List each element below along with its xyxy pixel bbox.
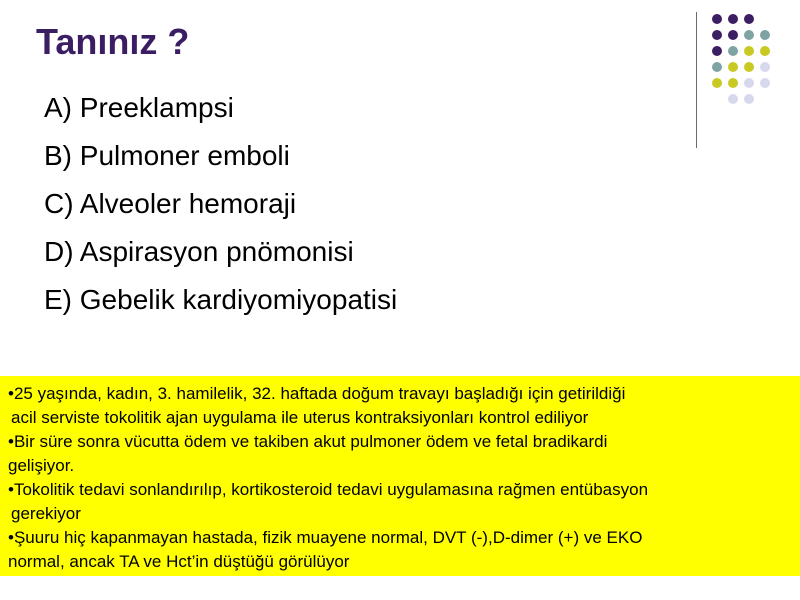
- decorative-dot: [744, 46, 754, 56]
- decorative-dot: [728, 62, 738, 72]
- decorative-dot: [760, 30, 770, 40]
- decorative-dot: [712, 14, 722, 24]
- decorative-dot: [760, 46, 770, 56]
- option-b: B) Pulmoner emboli: [44, 140, 290, 171]
- case-line-1: •25 yaşında, kadın, 3. hamilelik, 32. haftada doğum travayı başladığı için getirildiği: [8, 384, 626, 403]
- option-c: C) Alveoler hemoraji: [44, 188, 297, 219]
- decorative-dot: [744, 78, 754, 88]
- option-e: E) Gebelik kardiyomiyopatisi: [44, 284, 398, 315]
- case-line-2: acil serviste tokolitik ajan uygulama ile uterus kontraksiyonları kontrol ediliyor: [11, 408, 589, 427]
- decorative-dot: [744, 62, 754, 72]
- decorative-dot: [744, 14, 754, 24]
- option-a: A) Preeklampsi: [44, 92, 234, 123]
- decorative-dot: [744, 30, 754, 40]
- case-line-7: •Şuuru hiç kapanmayan hastada, fizik muayene normal, DVT (-),D-dimer (+) ve EKO: [8, 528, 643, 547]
- case-description-box: [0, 376, 800, 576]
- case-line-8: normal, ancak TA ve Hct’in düştüğü görülüyor: [8, 552, 350, 571]
- case-line-6: gerekiyor: [11, 504, 81, 523]
- answer-options-list: [44, 84, 397, 324]
- decorative-dot: [728, 94, 738, 104]
- decorative-dot: [712, 30, 722, 40]
- decorative-dot: [744, 94, 754, 104]
- decorative-dot: [712, 78, 722, 88]
- decorative-dot: [728, 78, 738, 88]
- decorative-dot: [760, 62, 770, 72]
- case-line-4: gelişiyor.: [8, 456, 75, 475]
- option-d: D) Aspirasyon pnömonisi: [44, 236, 354, 267]
- decorative-dot: [728, 30, 738, 40]
- decorative-dot: [728, 14, 738, 24]
- decorative-dot: [712, 46, 722, 56]
- case-line-5: •Tokolitik tedavi sonlandırılıp, kortikosteroid tedavi uygulamasına rağmen entübasyon: [8, 480, 649, 499]
- case-line-3: •Bir süre sonra vücutta ödem ve takiben akut pulmoner ödem ve fetal bradikardi: [8, 432, 608, 451]
- decorative-dot: [760, 78, 770, 88]
- decorative-vertical-line: [696, 12, 697, 148]
- slide-title: Tanınız ?: [36, 21, 190, 62]
- decorative-dot: [712, 62, 722, 72]
- decorative-dot: [728, 46, 738, 56]
- decorative-dot-grid: [712, 13, 772, 129]
